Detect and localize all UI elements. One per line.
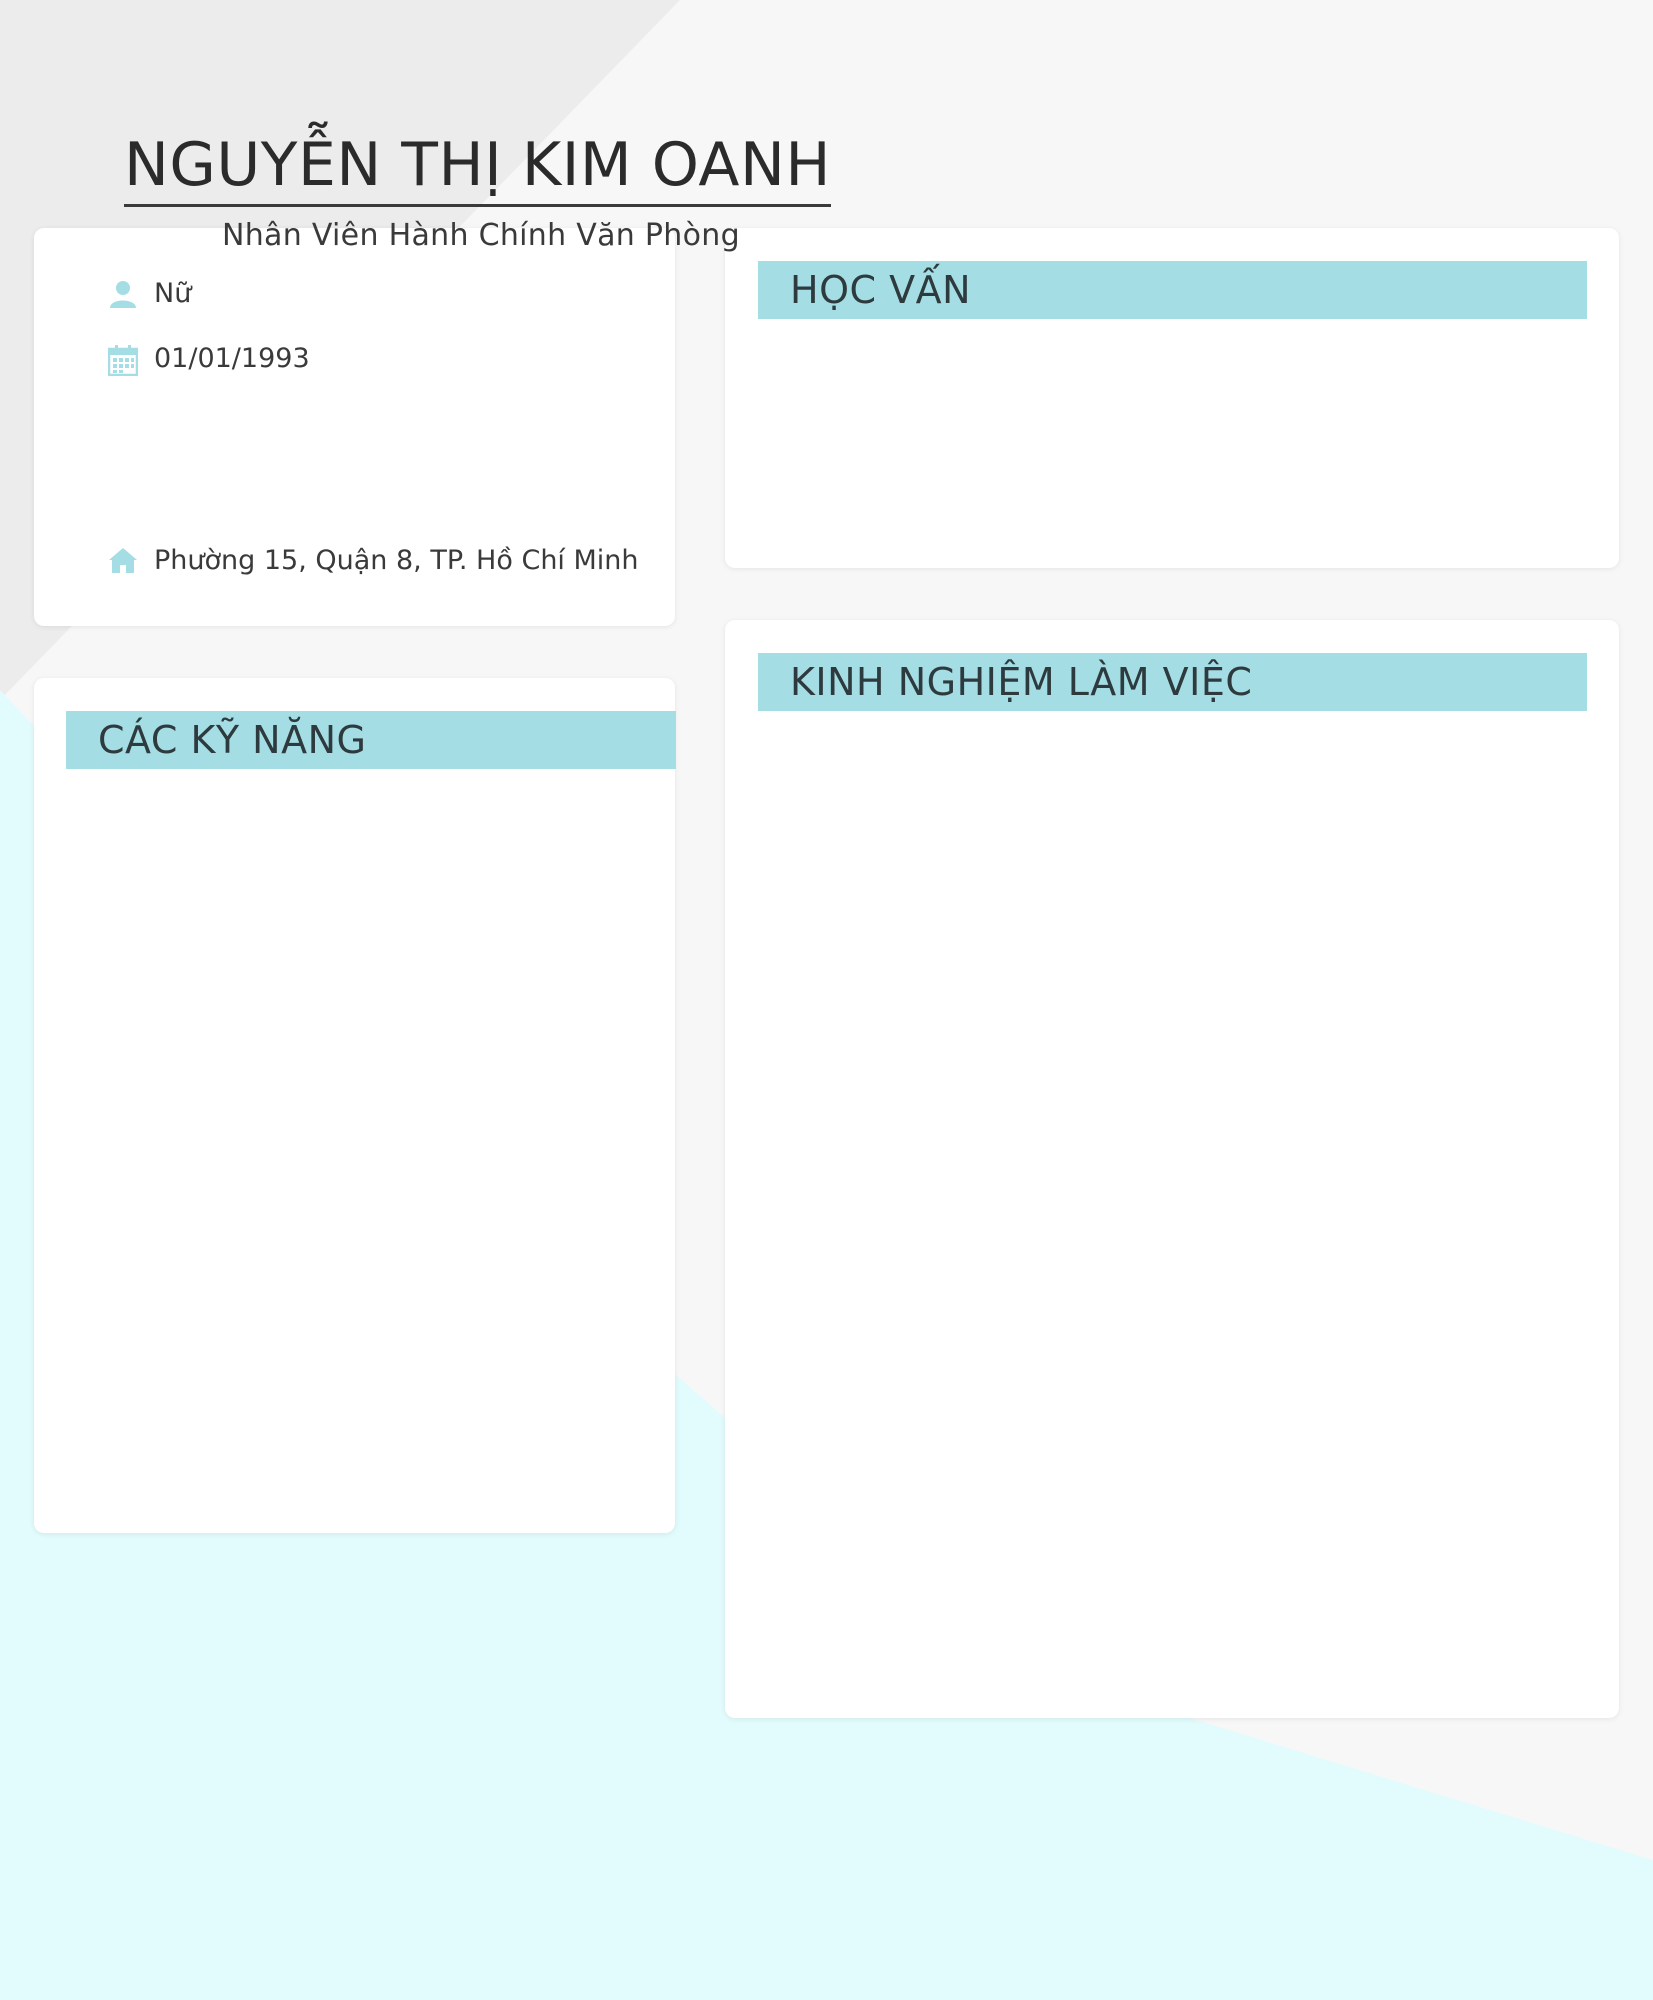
job-title: Nhân Viên Hành Chính Văn Phòng bbox=[222, 218, 740, 253]
user-icon bbox=[108, 279, 138, 309]
home-icon bbox=[108, 546, 138, 576]
gender-row bbox=[108, 278, 191, 309]
address-value: Phường 15, Quận 8, TP. Hồ Chí Minh bbox=[154, 545, 639, 576]
candidate-name: NGUYỄN THỊ KIM OANH bbox=[124, 128, 831, 207]
name-header bbox=[124, 128, 831, 207]
address-row bbox=[108, 545, 639, 576]
dob-row bbox=[108, 343, 310, 374]
gender-value: Nữ bbox=[154, 278, 192, 309]
personal-info-card bbox=[34, 228, 675, 626]
dob-value: 01/01/1993 bbox=[154, 343, 310, 374]
education-card bbox=[725, 228, 1619, 568]
calendar-icon bbox=[108, 344, 138, 374]
experience-card bbox=[725, 620, 1619, 1718]
skills-heading: CÁC KỸ NĂNG bbox=[66, 711, 676, 769]
skills-card bbox=[34, 678, 675, 1533]
experience-heading: KINH NGHIỆM LÀM VIỆC bbox=[758, 653, 1587, 711]
education-heading: HỌC VẤN bbox=[758, 261, 1587, 319]
